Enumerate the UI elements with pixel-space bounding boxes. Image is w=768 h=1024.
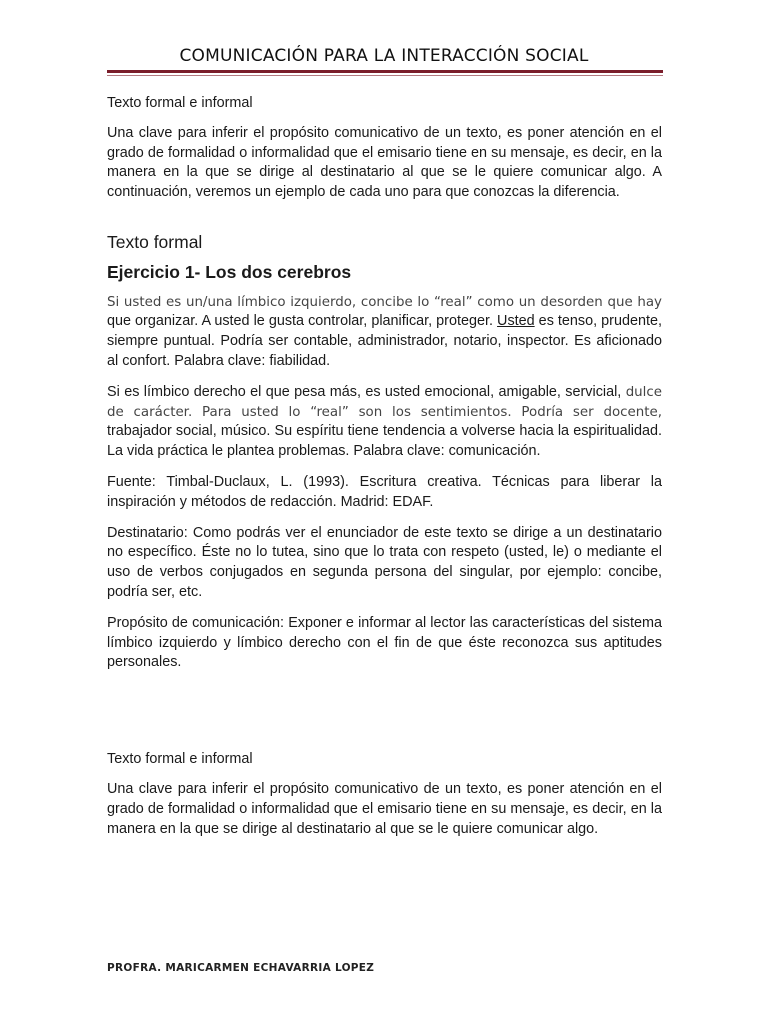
source-paragraph: Fuente: Timbal-Duclaux, L. (1993). Escritura creativa. Técnicas para liberar la inspiración y métodos de redacción. Madrid: EDAF.: [107, 473, 662, 510]
left-limbic-paragraph: [107, 293, 662, 372]
paragraph-text: que organizar. A usted le gusta controlar, planificar, proteger.: [107, 313, 498, 330]
paragraph-mixed-line: dulce de carácter. Para usted lo “real” son los sentimientos. Podría ser docente,: [107, 384, 662, 420]
intro-paragraph-repeat: Una clave para inferir el propósito comunicativo de un texto, es poner atención en el grado de formalidad o informalidad que el emisario tiene en su mensaje, es decir, en la manera en la que se dirige al destinatario al que se le quiere comunicar algo.: [107, 780, 662, 837]
section-title: Texto formal e informal: [107, 95, 253, 111]
section-title-repeat: Texto formal e informal: [107, 751, 253, 768]
intro-paragraph: Una clave para inferir el propósito comunicativo de un texto, es poner atención en el grado de formalidad o informalidad que el emisario tiene en su mensaje, es decir, en la manera en la que se dirige al destinatario al que se le quiere comunicar algo. A continuación, veremos un ejemplo de cada uno para que conozcas la diferencia.: [107, 124, 662, 201]
paragraph-text: es tenso, prudente, siempre puntual. Podría ser contable, administrador, notario, inspector. Es aficionado al confort. Palabra clave: fiabilidad.: [107, 313, 662, 369]
formal-heading: Texto formal: [107, 231, 203, 252]
document-body: [107, 94, 662, 850]
purpose-paragraph: Propósito de comunicación: Exponer e informar al lector las características del sistema límbico izquierdo y límbico derecho con el fin de que éste reconozca sus aptitudes personales.: [107, 614, 662, 671]
paragraph-first-line: Si usted es un/una límbico izquierdo, concibe lo “real” como un desorden que hay: [107, 294, 662, 310]
blank-space: [107, 684, 662, 750]
underlined-word: Usted: [497, 313, 535, 330]
right-limbic-paragraph: [107, 383, 662, 462]
exercise-title: Ejercicio 1- Los dos cerebros: [107, 261, 352, 282]
paragraph-text: trabajador social, músico. Su espíritu tiene tendencia a volverse hacia la espiritualidad. La vida práctica le plantea problemas. Palabra clave: comunicación.: [107, 423, 662, 460]
header-rule-thick: [107, 70, 663, 73]
page-footer-author: PROFRA. MARICARMEN ECHAVARRIA LOPEZ: [107, 962, 375, 974]
header-rule-thin: [107, 75, 663, 76]
page-header-title: COMUNICACIÓN PARA LA INTERACCIÓN SOCIAL: [179, 46, 589, 66]
paragraph-text: Si es límbico derecho el que pesa más, es usted emocional, amigable, servicial,: [107, 383, 626, 400]
recipient-paragraph: Destinatario: Como podrás ver el enunciador de este texto se dirige a un destinatario no específico. Éste no lo tutea, sino que lo trata con respeto (usted, le) o mediante el uso de verbos conjugados en segunda persona del singular, por ejemplo: concibe, podría ser, etc.: [107, 524, 662, 600]
